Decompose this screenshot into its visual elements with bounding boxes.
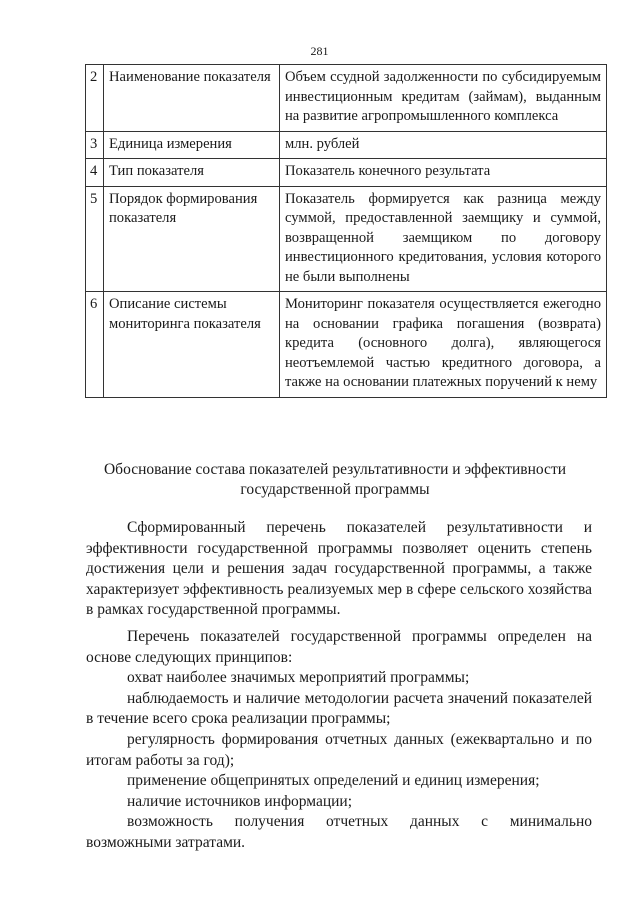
row-number: 5 — [86, 186, 104, 292]
list-item: регулярность формирования отчетных данных (ежеквартально и по итогам работы за год); — [86, 730, 592, 769]
row-label: Наименование показателя — [104, 65, 280, 132]
row-value: Показатель формируется как разница между суммой, предоставленной заемщику и суммой, возвращенной заемщиком по договору инвестиционного кредитования, условия которого не были выполнены — [280, 186, 607, 292]
row-number: 2 — [86, 65, 104, 132]
list-item: наблюдаемость и наличие методологии расчета значений показателей в течение всего срока реализации программы; — [86, 689, 592, 728]
row-value: Мониторинг показателя осуществляется ежегодно на основании графика погашения (возврата) кредита (основного долга), являющегося неотъемлемой частью кредитного договора, а также на основании платежных поручений к нему — [280, 292, 607, 398]
row-number: 6 — [86, 292, 104, 398]
paragraph: Сформированный перечень показателей результативности и эффективности государственной программы позволяет оценить степень достижения цели и решения задач государственной программы, а также характеризует эффективность реализуемых мер в сфере сельского хозяйства в рамках государственной программы. — [86, 519, 592, 619]
table-row — [86, 292, 607, 398]
list-item: применение общепринятых определений и единиц измерения; — [127, 772, 540, 790]
paragraph: Перечень показателей государственной программы определен на основе следующих принципов: — [86, 627, 592, 666]
row-value: Объем ссудной задолженности по субсидируемым инвестиционным кредитам (займам), выданным на развитие агропромышленного комплекса — [280, 65, 607, 132]
row-number: 4 — [86, 159, 104, 187]
row-label: Описание системы мониторинга показателя — [104, 292, 280, 398]
page-number: 281 — [310, 44, 329, 58]
section-title: Обоснование состава показателей результативности и эффективности государственной программы — [103, 461, 567, 498]
list-item: возможность получения отчетных данных с минимально возможными затратами. — [86, 813, 592, 851]
indicator-table — [85, 64, 607, 398]
table-row — [86, 159, 607, 187]
list-item: охват наиболее значимых мероприятий программы; — [127, 669, 470, 687]
table-row — [86, 131, 607, 159]
row-value: млн. рублей — [280, 131, 607, 159]
list-item: наличие источников информации; — [127, 792, 353, 810]
row-value: Показатель конечного результата — [280, 159, 607, 187]
row-label: Тип показателя — [104, 159, 280, 187]
body-text — [86, 518, 592, 854]
row-label: Единица измерения — [104, 131, 280, 159]
row-label: Порядок формирования показателя — [104, 186, 280, 292]
row-number: 3 — [86, 131, 104, 159]
table-row — [86, 65, 607, 132]
table-row — [86, 186, 607, 292]
